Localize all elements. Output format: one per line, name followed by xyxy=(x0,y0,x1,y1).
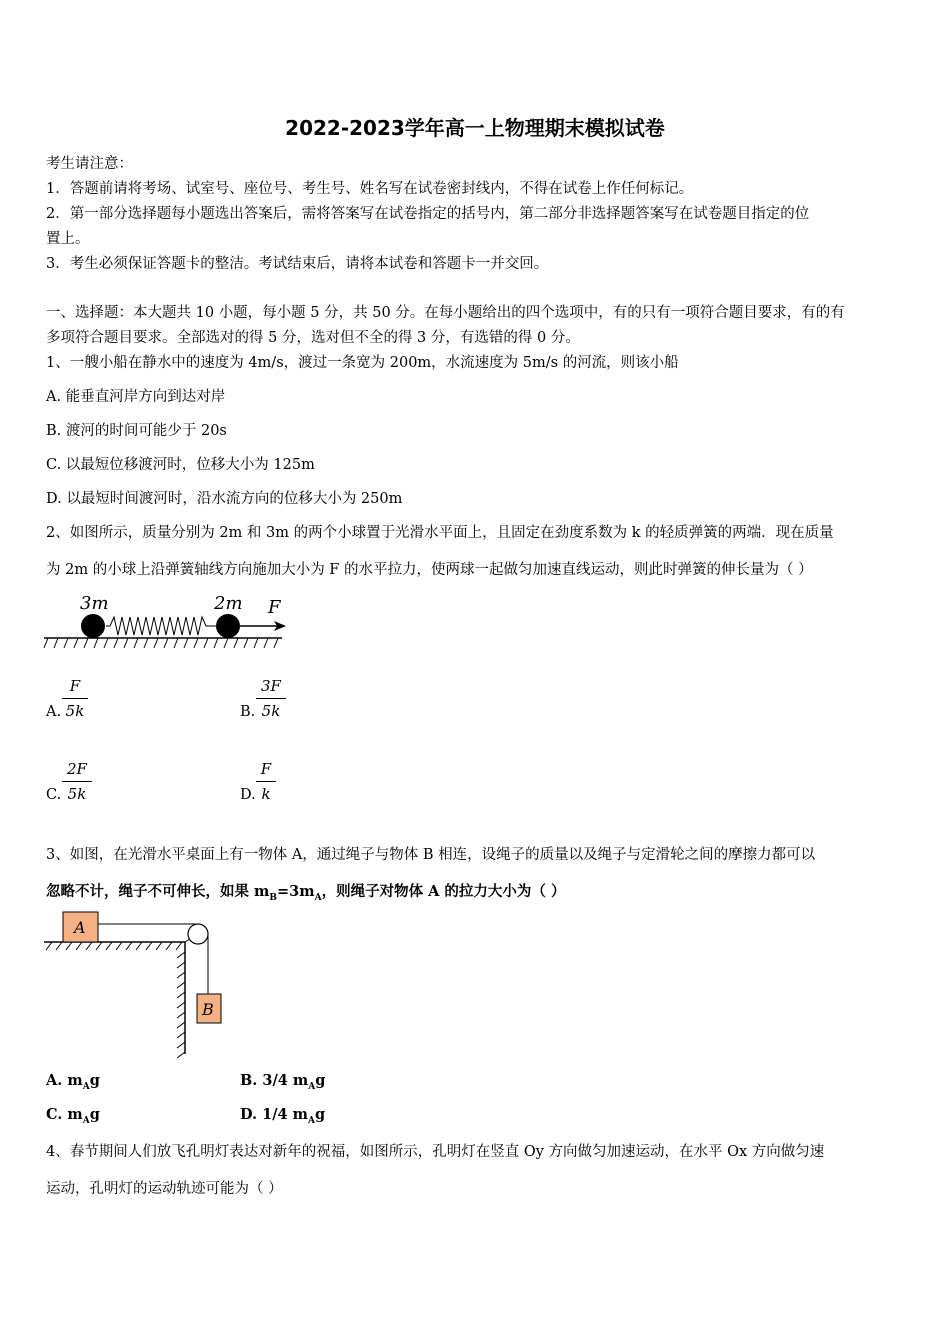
q2-option-c-fraction xyxy=(62,759,92,804)
q2-stem-2: 为 2m 的小球上沿弹簧轴线方向施加大小为 F 的水平拉力，使两球一起做匀加速直线运动，则此时弹簧的伸长量为（ ） xyxy=(46,562,813,578)
notice-heading: 考生请注意： xyxy=(46,156,133,172)
q2-ball-right-label: 2m xyxy=(214,593,243,614)
q1-option-c: C. 以最短位移渡河时，位移大小为 125m xyxy=(46,457,315,473)
q3-option-d: D. 1/4 $m_Ag$ xyxy=(240,1106,326,1126)
q3-block-a-label: A xyxy=(74,918,86,937)
q3-option-c: C. $m_Ag$ xyxy=(46,1106,100,1126)
q2-option-b-label: B. xyxy=(240,704,256,720)
q1-option-d: D. 以最短时间渡河时，沿水流方向的位移大小为 250m xyxy=(46,491,403,507)
section-instructions-2: 多项符合题目要求。全部选对的得 5 分，选对但不全的得 3 分，有选错的得 0 分。 xyxy=(46,330,580,346)
q2-ball-2m xyxy=(216,614,240,638)
q1-option-b: B. 渡河的时间可能少于 20s xyxy=(46,423,227,439)
q2-option-c-label: C. xyxy=(46,787,62,803)
q2-option-a-numerator: F xyxy=(69,677,81,695)
q2-option-c-denominator: 5k xyxy=(67,785,87,803)
notice-item-1: 1．答题前请将考场、试室号、座位号、考生号、姓名写在试卷密封线内，不得在试卷上作任何标记。 xyxy=(46,181,694,197)
q3-pulley xyxy=(188,924,208,944)
q2-option-b-denominator: 5k xyxy=(261,702,281,720)
q2-option-d-denominator: k xyxy=(261,785,271,803)
q4-stem-1: 4、春节期间人们放飞孔明灯表达对新年的祝福，如图所示，孔明灯在竖直 Oy 方向做匀加速运动，在水平 Ox 方向做匀速 xyxy=(46,1144,825,1160)
q2-option-d-fraction xyxy=(256,759,276,804)
q3-side-hatch xyxy=(177,952,185,1058)
q2-option-d-label: D. xyxy=(240,787,256,803)
q1-stem: 1、一艘小船在静水中的速度为 4m/s，渡过一条宽为 200m，水流速度为 5m/s 的河流，则该小船 xyxy=(46,355,679,371)
q3-option-a: A. $m_Ag$ xyxy=(46,1072,100,1092)
q2-force-label: F xyxy=(268,597,281,618)
q2-ball-left-label: 3m xyxy=(80,593,109,614)
notice-item-2-cont: 置上。 xyxy=(46,231,90,247)
q2-option-a-denominator: 5k xyxy=(65,702,85,720)
notice-item-3: 3．考生必须保证答题卡的整洁。考试结束后，请将本试卷和答题卡一并交回。 xyxy=(46,256,549,272)
q2-option-b-numerator: 3F xyxy=(261,677,281,695)
q1-option-a: A. 能垂直河岸方向到达对岸 xyxy=(46,389,226,405)
q2-option-a-fraction xyxy=(62,676,88,721)
q4-stem-2: 运动，孔明灯的运动轨迹可能为（ ） xyxy=(46,1181,283,1197)
notice-item-2: 2．第一部分选择题每小题选出答案后，需将答案写在试卷指定的括号内，第二部分非选择题答案写在试卷题目指定的位 xyxy=(46,206,810,222)
q3-stem-1: 3、如图，在光滑水平桌面上有一物体 A，通过绳子与物体 B 相连，设绳子的质量以及绳子与定滑轮之间的摩擦力都可以 xyxy=(46,847,816,863)
page-title: 2022-2023学年高一上物理期末模拟试卷 xyxy=(285,116,665,140)
q3-table-hatch xyxy=(46,942,182,950)
q2-ball-3m xyxy=(81,614,105,638)
q3-block-b-label: B xyxy=(202,1000,214,1019)
section-instructions-1: 一、选择题：本大题共 10 小题，每小题 5 分，共 50 分。在每小题给出的四个选项中，有的只有一项符合题目要求，有的有 xyxy=(46,305,845,321)
q3-option-b: B. 3/4 $m_Ag$ xyxy=(240,1072,326,1092)
q2-option-a-label: A. xyxy=(46,704,62,720)
q3-pulley-figure xyxy=(44,906,234,1056)
q2-spring-figure xyxy=(44,588,294,654)
q3-stem-2: 忽略不计，绳子不可伸长，如果 $m_B=3m_A$，则绳子对物体 A 的拉力大小为（ ） xyxy=(46,883,566,903)
q2-option-b-fraction xyxy=(256,676,286,721)
q2-option-c-numerator: 2F xyxy=(67,760,87,778)
q2-ground-hatch xyxy=(44,638,278,648)
q2-stem-1: 2、如图所示，质量分别为 2m 和 3m 的两个小球置于光滑水平面上，且固定在劲度系数为 k 的轻质弹簧的两端．现在质量 xyxy=(46,525,834,541)
q2-spring xyxy=(106,617,216,635)
q2-option-d-numerator: F xyxy=(260,760,272,778)
